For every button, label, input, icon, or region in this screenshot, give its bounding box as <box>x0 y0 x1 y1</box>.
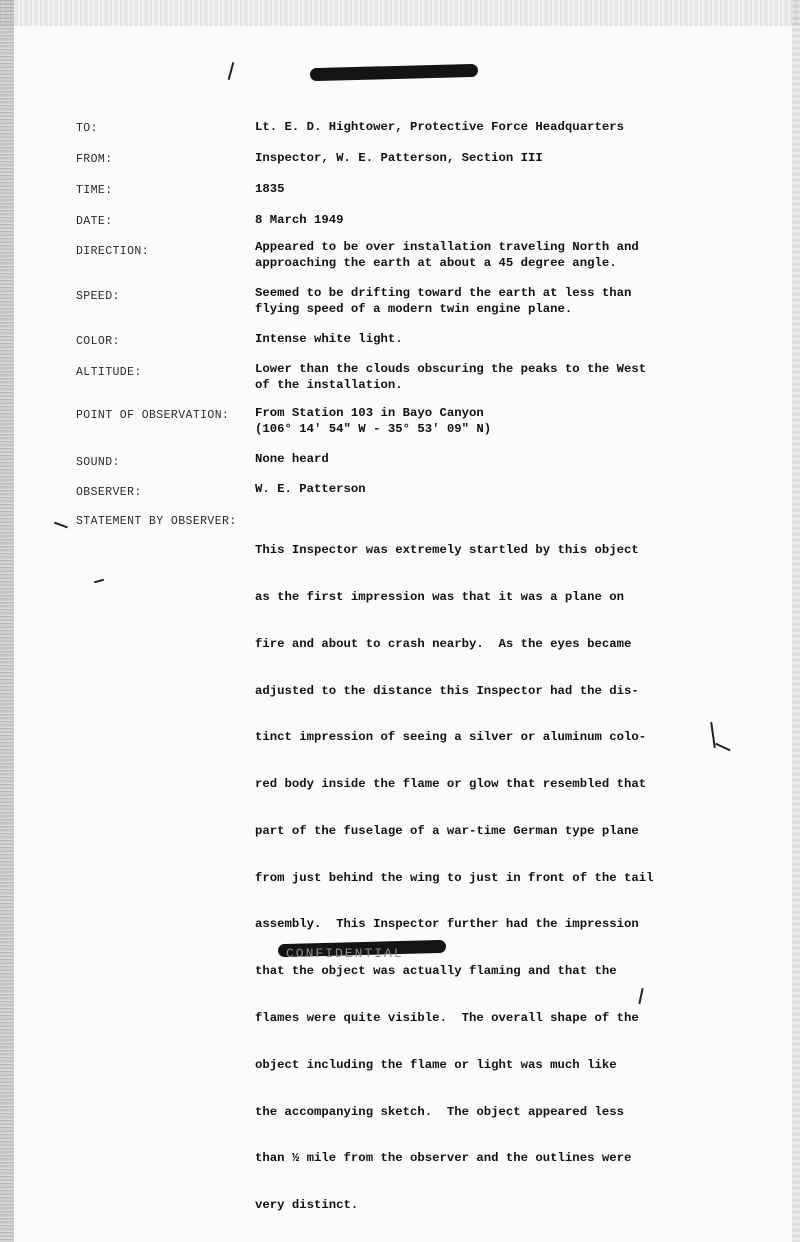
statement-line: This Inspector was extremely startled by this object <box>255 543 639 558</box>
statement-line: red body inside the flame or glow that resembled that <box>255 777 647 792</box>
scan-edge-top <box>0 0 800 26</box>
statement-line: adjusted to the distance this Inspector had the dis- <box>255 683 639 698</box>
observer-label: OBSERVER: <box>76 486 142 499</box>
to-value: Lt. E. D. Hightower, Protective Force Headquarters <box>255 120 624 134</box>
direction-label: DIRECTION: <box>76 245 150 258</box>
sound-label: SOUND: <box>76 456 120 469</box>
from-label: FROM: <box>76 153 113 166</box>
point-of-observation-label: POINT OF OBSERVATION: <box>76 409 230 422</box>
speed-line-2: flying speed of a modern twin engine plane. <box>255 302 573 316</box>
pen-mark <box>94 579 104 583</box>
statement-line: as the first impression was that it was a plane on <box>255 589 624 604</box>
direction-line-2: approaching the earth at about a 45 degree angle. <box>255 256 617 270</box>
pen-mark <box>228 62 234 80</box>
statement-label: STATEMENT BY OBSERVER: <box>76 515 237 528</box>
point-of-observation-line-2: (106° 14' 54" W - 35° 53' 09" N) <box>255 422 492 436</box>
direction-line-1: Appeared to be over installation traveling North and <box>255 240 639 254</box>
date-label: DATE: <box>76 215 113 228</box>
statement-line: from just behind the wing to just in front of the tail <box>255 870 654 885</box>
statement-line: flames were quite visible. The overall shape of the <box>255 1011 639 1025</box>
scan-edge-left <box>0 0 14 1242</box>
pen-mark <box>54 522 68 528</box>
pen-mark <box>715 743 730 751</box>
altitude-line-2: of the installation. <box>255 378 403 392</box>
statement-line: the accompanying sketch. The object appeared less <box>255 1104 624 1119</box>
from-value: Inspector, W. E. Patterson, Section III <box>255 151 543 165</box>
color-value: Intense white light. <box>255 332 403 346</box>
redacted-classification-top <box>310 64 478 81</box>
observer-value: W. E. Patterson <box>255 482 366 496</box>
statement-line: assembly. This Inspector further had the impression <box>255 917 639 932</box>
statement-line: that the object was actually flaming and that the <box>255 964 617 979</box>
color-label: COLOR: <box>76 335 120 348</box>
altitude-line-1: Lower than the clouds obscuring the peaks to the West <box>255 362 647 376</box>
statement-body <box>255 512 653 1242</box>
speed-label: SPEED: <box>76 290 120 303</box>
statement-line: part of the fuselage of a war-time German type plane <box>255 823 639 838</box>
to-label: TO: <box>76 122 98 135</box>
statement-line: fire and about to crash nearby. As the eyes became <box>255 636 632 651</box>
sound-value: None heard <box>255 452 329 466</box>
time-label: TIME: <box>76 184 113 197</box>
classification-marking-bottom: CONFIDENTIAL <box>286 946 404 961</box>
statement-line: very distinct. <box>255 1198 359 1213</box>
time-value: 1835 <box>255 182 285 196</box>
altitude-label: ALTITUDE: <box>76 366 142 379</box>
point-of-observation-line-1: From Station 103 in Bayo Canyon <box>255 406 484 420</box>
date-value: 8 March 1949 <box>255 213 344 227</box>
statement-line: tinct impression of seeing a silver or aluminum colo- <box>255 730 647 745</box>
statement-line: object including the flame or light was much like <box>255 1057 617 1072</box>
scan-edge-right <box>792 0 800 1242</box>
statement-line: than ½ mile from the observer and the outlines were <box>255 1151 632 1166</box>
speed-line-1: Seemed to be drifting toward the earth at less than <box>255 286 632 300</box>
